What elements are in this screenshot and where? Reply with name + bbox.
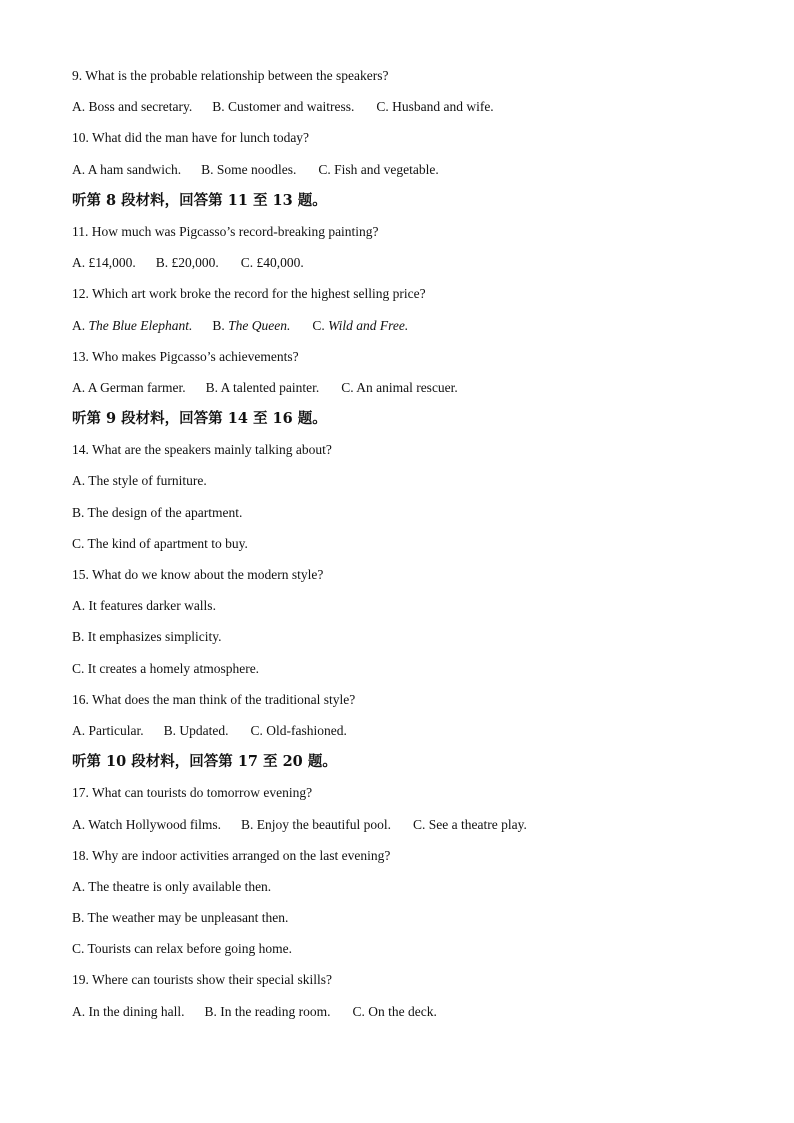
option-c: C. Old-fashioned. (250, 722, 347, 738)
option-a: A. The style of furniture. (72, 473, 207, 489)
option-c: C. £40,000. (240, 255, 304, 271)
option-c: C. Fish and vegetable. (318, 161, 439, 177)
question-18 (72, 846, 752, 877)
options-13 (72, 378, 752, 409)
options-19 (72, 1002, 752, 1033)
option-a: A. The theatre is only available then. (72, 878, 272, 894)
question-15 (72, 565, 752, 596)
question-12 (72, 284, 752, 315)
options-16 (72, 721, 752, 752)
option-b: B. Customer and waitress. (212, 99, 355, 115)
question-14 (72, 440, 752, 471)
option-c: C. An animal rescuer. (341, 379, 458, 395)
option-b (212, 316, 290, 336)
option-a: A. Particular. (72, 722, 144, 738)
option-a: A. £14,000. (72, 255, 136, 271)
question-16 (72, 690, 752, 721)
option-c: C. Tourists can relax before going home. (72, 941, 293, 957)
option-a: A. It features darker walls. (72, 598, 216, 614)
option-a: A. In the dining hall. (72, 1003, 185, 1019)
option-a: A. Watch Hollywood films. (72, 816, 222, 832)
artwork-title: Wild and Free. (328, 317, 409, 333)
question-9 (72, 66, 752, 97)
option-b: B. Enjoy the beautiful pool. (241, 816, 392, 832)
question-text: 13. Who makes Pigcasso’s achievements? (72, 348, 299, 364)
option-a: A. A ham sandwich. (72, 161, 182, 177)
option-b: B. The weather may be unpleasant then. (72, 910, 289, 926)
option-letter: A. (72, 317, 86, 333)
section-heading-9: 听第 9 段材料，回答第 14 至 16 题。 (72, 410, 327, 428)
option-letter: B. (212, 317, 225, 333)
options-10 (72, 160, 752, 191)
option-a: A. A German farmer. (72, 379, 186, 395)
artwork-title: The Queen. (228, 317, 291, 333)
options-11 (72, 253, 752, 284)
option-a: A. Boss and secretary. (72, 99, 193, 115)
option-letter: C. (312, 317, 325, 333)
option-a (72, 316, 192, 336)
question-text: 18. Why are indoor activities arranged on the last evening? (72, 847, 391, 863)
options-12 (72, 316, 752, 347)
option-b: B. In the reading room. (204, 1003, 331, 1019)
options-9 (72, 97, 752, 128)
option-c: C. Husband and wife. (376, 99, 494, 115)
question-text: 11. How much was Pigcasso’s record-breaking painting? (72, 223, 379, 239)
question-11 (72, 222, 752, 253)
option-c: C. The kind of apartment to buy. (72, 535, 248, 551)
option-c (312, 316, 408, 336)
option-c: C. See a theatre play. (413, 816, 527, 832)
option-c: C. On the deck. (352, 1003, 437, 1019)
question-text: 17. What can tourists do tomorrow evening? (72, 785, 313, 801)
question-19 (72, 970, 752, 1001)
artwork-title: The Blue Elephant. (88, 317, 193, 333)
question-10 (72, 128, 752, 159)
option-c: C. It creates a homely atmosphere. (72, 660, 260, 676)
exam-page (72, 66, 752, 1033)
question-13 (72, 347, 752, 378)
question-text: 16. What does the man think of the traditional style? (72, 691, 356, 707)
question-text: 14. What are the speakers mainly talking about? (72, 442, 332, 458)
section-heading-10: 听第 10 段材料，回答第 17 至 20 题。 (72, 753, 337, 771)
question-text: 12. Which art work broke the record for the highest selling price? (72, 286, 426, 302)
option-b: B. The design of the apartment. (72, 504, 243, 520)
question-text: 10. What did the man have for lunch today? (72, 130, 310, 146)
option-b: B. A talented painter. (205, 379, 320, 395)
question-text: 19. Where can tourists show their special skills? (72, 972, 332, 988)
option-b: B. It emphasizes simplicity. (72, 629, 222, 645)
section-heading-8: 听第 8 段材料，回答第 11 至 13 题。 (72, 191, 327, 209)
question-text: 9. What is the probable relationship between the speakers? (72, 68, 389, 83)
question-text: 15. What do we know about the modern style? (72, 567, 324, 582)
option-b: B. £20,000. (155, 255, 219, 271)
option-b: B. Some noodles. (201, 161, 297, 177)
question-17 (72, 783, 752, 814)
options-17 (72, 815, 752, 846)
option-b: B. Updated. (163, 722, 229, 738)
